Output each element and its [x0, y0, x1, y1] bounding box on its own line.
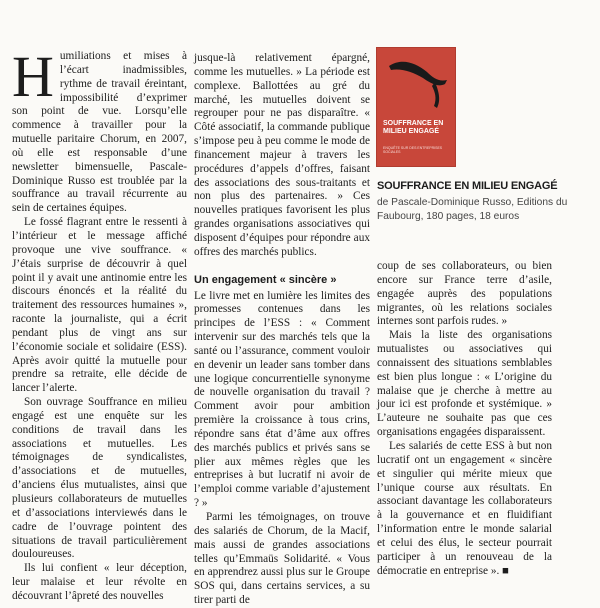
paragraph: Humiliations et mises à l’écart inadmissibles, rythme de travail éreintant, impossibilité d’exprimer son point de vue. Lorsqu’elle commence à travailler pour la mutuelle paritaire Chorum, en 2007, où elle est responsable d’une newsletter bimensuelle, Pascale-Dominique Russo est troublée par la souffrance au travail récurrente au sein de certaines équipes.: [12, 44, 187, 215]
book-caption-title: SOUFFRANCE EN MILIEU ENGAGÉ: [377, 180, 558, 192]
article-column-2: [194, 52, 370, 608]
book-cover-subtitle: ENQUÊTE SUR DES ENTREPRISES SOCIALES: [383, 146, 443, 154]
paragraph: Le livre met en lumière les limites des promesses contenues dans les principes de l’ESS : « Comment intervenir sur des marchés tels que la santé ou l’assurance, comment vouloir en devenir un leader sans tomber dans une logique concurrentielle synonyme de nouvelle organisation du travail ? Comment avoir pour ambition première la croissance à tous crins, répondre sans état d’âme aux offres des marchés publics et privés sans se plier aux mêmes règles que les entreprises à but lucratif ni avoir de l’emploi comme variable d’ajustement ? »: [194, 289, 370, 510]
subheading: Un engagement « sincère »: [194, 273, 337, 286]
paragraph: coup de ses collaborateurs, ou bien encore sur France terre d’asile, engagée auprès des populations migrantes, où les relations sociales internes sont parfois rudes. »: [377, 260, 552, 328]
paragraph: jusque-là relativement épargné, comme les mutuelles. » La période est complexe. Ballottées au gré du marché, les mutuelles doivent se regrouper pour ne pas disparaître. « Côté associatif, la commande publique s’impose peu à peu comme le mode de financement majeur à travers les procédures d’appels d’offres, faisant des associations des sous-traitants et non plus des partenaires. » Ces nouvelles pratiques favorisent les plus grandes organisations associatives qui disposent d’équipes pour répondre aux offres des marchés publics.: [194, 52, 370, 258]
paragraph: Les salariés de cette ESS à but non lucratif ont un engagement « sincère et singulier qui mérite mieux que l’unique course aux résultats. En associant davantage les collaborateurs à la gouvernance et en fluidifiant l’information entre le monde salarial et celui des élus, le secteur pourrait participer à un renouveau de la démocratie en entreprise ». ■: [377, 439, 552, 577]
paragraph: Mais la liste des organisations mutualistes ou associatives qui connaissent des situations semblables est bien plus longue : « L’origine du malaise que je cherche à mettre au jour ici est profonde et systémique. » L’auteure ne souhaite pas que ces organisations engagées disparaissent.: [377, 329, 552, 439]
article-column-3: [377, 260, 552, 578]
book-cover-title: SOUFFRANCE EN MILIEU ENGAGÉ: [383, 120, 444, 135]
book-cover: [377, 48, 455, 166]
article-column-1: [12, 44, 187, 604]
paragraph: Ils lui confient « leur déception, leur malaise et leur révolte en découvrant l’âpreté des nouvelles: [12, 562, 187, 602]
drop-cap: H: [12, 44, 54, 109]
book-caption-details: de Pascale-Dominique Russo, Editions du Faubourg, 180 pages, 18 euros: [377, 197, 568, 222]
paragraph: Son ouvrage Souffrance en milieu engagé est une enquête sur les conditions de travail dans les associations et mutuelles. Les témoignages de syndicalistes, d’associations et de mutuelles, d’anciens élus mutualistes, ainsi que plusieurs collaborateurs de mutuelles et d’associations interviewés dans le cadre de l’ouvrage pointent des situations de travail particulièrement douloureuses.: [12, 396, 187, 561]
paragraph: Parmi les témoignages, on trouve des salariés de Chorum, de la Macif, mais aussi de grandes associations telles qu’Emmaüs Solidarité. « Vous en apprendrez aussi plus sur le Groupe SOS qui, dans certains services, a su tirer parti de: [194, 511, 370, 607]
paragraph: Le fossé flagrant entre le ressenti à l’intérieur et le message affiché provoque une vive souffrance. « J’étais surprise de découvrir à quel point il y avait une antinomie entre les discours énoncés et la réalité du traitement des ressources humaines », raconte la journaliste, qui a écrit pendant plus de vingt ans sur l’économie sociale et solidaire (ESS). Après avoir quitté la mutuelle pour prendre sa retraite, elle décide de lancer l’alerte.: [12, 216, 187, 395]
